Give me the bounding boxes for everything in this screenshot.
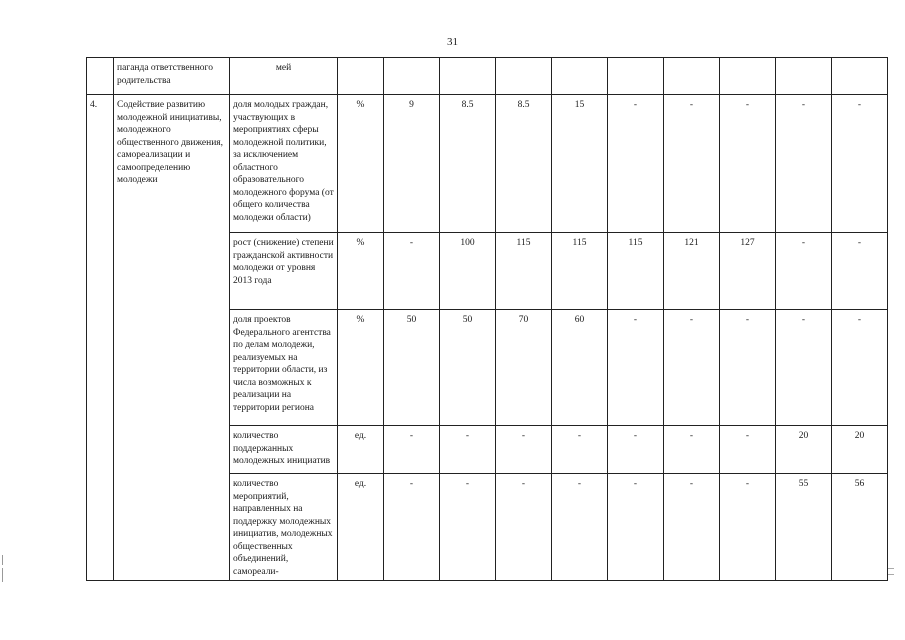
value-cell: - <box>608 95 664 233</box>
value-cell: - <box>832 310 888 426</box>
value-cell: - <box>776 310 832 426</box>
value-cell: - <box>552 474 608 581</box>
value-cell: - <box>832 233 888 310</box>
indicator-cell: количество мероприятий, направленных на поддержку молодежных инициатив, молодежных общественных объединений, самореали- <box>230 474 338 581</box>
value-cell: 8.5 <box>496 95 552 233</box>
value-cell: - <box>608 474 664 581</box>
value-cell: 100 <box>440 233 496 310</box>
value-cell: - <box>776 95 832 233</box>
value-cell <box>552 58 608 95</box>
unit-cell: ед. <box>338 426 384 474</box>
value-cell: 56 <box>832 474 888 581</box>
unit-cell: % <box>338 310 384 426</box>
value-cell: 127 <box>720 233 776 310</box>
value-cell: 115 <box>552 233 608 310</box>
indicator-cell: рост (снижение) степени гражданской активности молодежи от уровня 2013 года <box>230 233 338 310</box>
value-cell: - <box>664 310 720 426</box>
value-cell <box>776 58 832 95</box>
continuation-row <box>87 58 888 95</box>
value-cell <box>440 58 496 95</box>
row-number-cell <box>87 58 114 95</box>
scan-edge-mark <box>888 574 894 575</box>
value-cell: 15 <box>552 95 608 233</box>
value-cell: - <box>664 474 720 581</box>
section-goal-cell: Содействие развитию молодежной инициативы, молодежного общественного движения, самореализации и самоопределению молодежи <box>114 95 230 581</box>
value-cell <box>832 58 888 95</box>
value-cell: 50 <box>384 310 440 426</box>
value-cell: - <box>496 474 552 581</box>
value-cell: - <box>720 95 776 233</box>
unit-cell: ед. <box>338 474 384 581</box>
value-cell: 9 <box>384 95 440 233</box>
value-cell: 55 <box>776 474 832 581</box>
indicator-cell: мей <box>230 58 338 95</box>
section-number-cell: 4. <box>87 95 114 581</box>
value-cell: 60 <box>552 310 608 426</box>
value-cell: - <box>608 426 664 474</box>
value-cell: - <box>720 310 776 426</box>
table-row <box>87 95 888 233</box>
value-cell: - <box>832 95 888 233</box>
value-cell <box>384 58 440 95</box>
indicator-cell: доля молодых граждан, участвующих в мероприятиях сферы молодежной политики, за исключением областного образовательного молодежного форума (от общего количества молодежи области) <box>230 95 338 233</box>
unit-cell: % <box>338 233 384 310</box>
scan-edge-mark <box>2 555 3 565</box>
indicator-cell: доля проектов Федерального агентства по делам молодежи, реализуемых на территории области, из числа возможных к реализации на территории региона <box>230 310 338 426</box>
value-cell: 20 <box>776 426 832 474</box>
value-cell: - <box>440 474 496 581</box>
scan-edge-mark <box>888 568 894 569</box>
value-cell: - <box>496 426 552 474</box>
value-cell: - <box>440 426 496 474</box>
value-cell: - <box>720 426 776 474</box>
value-cell: - <box>664 426 720 474</box>
value-cell <box>608 58 664 95</box>
value-cell: - <box>776 233 832 310</box>
scan-edge-mark <box>2 568 3 582</box>
value-cell: - <box>720 474 776 581</box>
value-cell: 115 <box>496 233 552 310</box>
value-cell: - <box>384 233 440 310</box>
value-cell: 8.5 <box>440 95 496 233</box>
value-cell: 115 <box>608 233 664 310</box>
value-cell: - <box>552 426 608 474</box>
value-cell: - <box>384 426 440 474</box>
value-cell <box>664 58 720 95</box>
unit-cell: % <box>338 95 384 233</box>
indicator-cell: количество поддержанных молодежных инициатив <box>230 426 338 474</box>
value-cell: 70 <box>496 310 552 426</box>
unit-cell <box>338 58 384 95</box>
value-cell <box>496 58 552 95</box>
value-cell: - <box>608 310 664 426</box>
value-cell: 121 <box>664 233 720 310</box>
value-cell: 50 <box>440 310 496 426</box>
value-cell: - <box>384 474 440 581</box>
page-number: 31 <box>447 36 458 48</box>
indicators-table <box>86 57 888 581</box>
value-cell: - <box>664 95 720 233</box>
goal-cell: паганда ответственного родительства <box>114 58 230 95</box>
value-cell <box>720 58 776 95</box>
value-cell: 20 <box>832 426 888 474</box>
